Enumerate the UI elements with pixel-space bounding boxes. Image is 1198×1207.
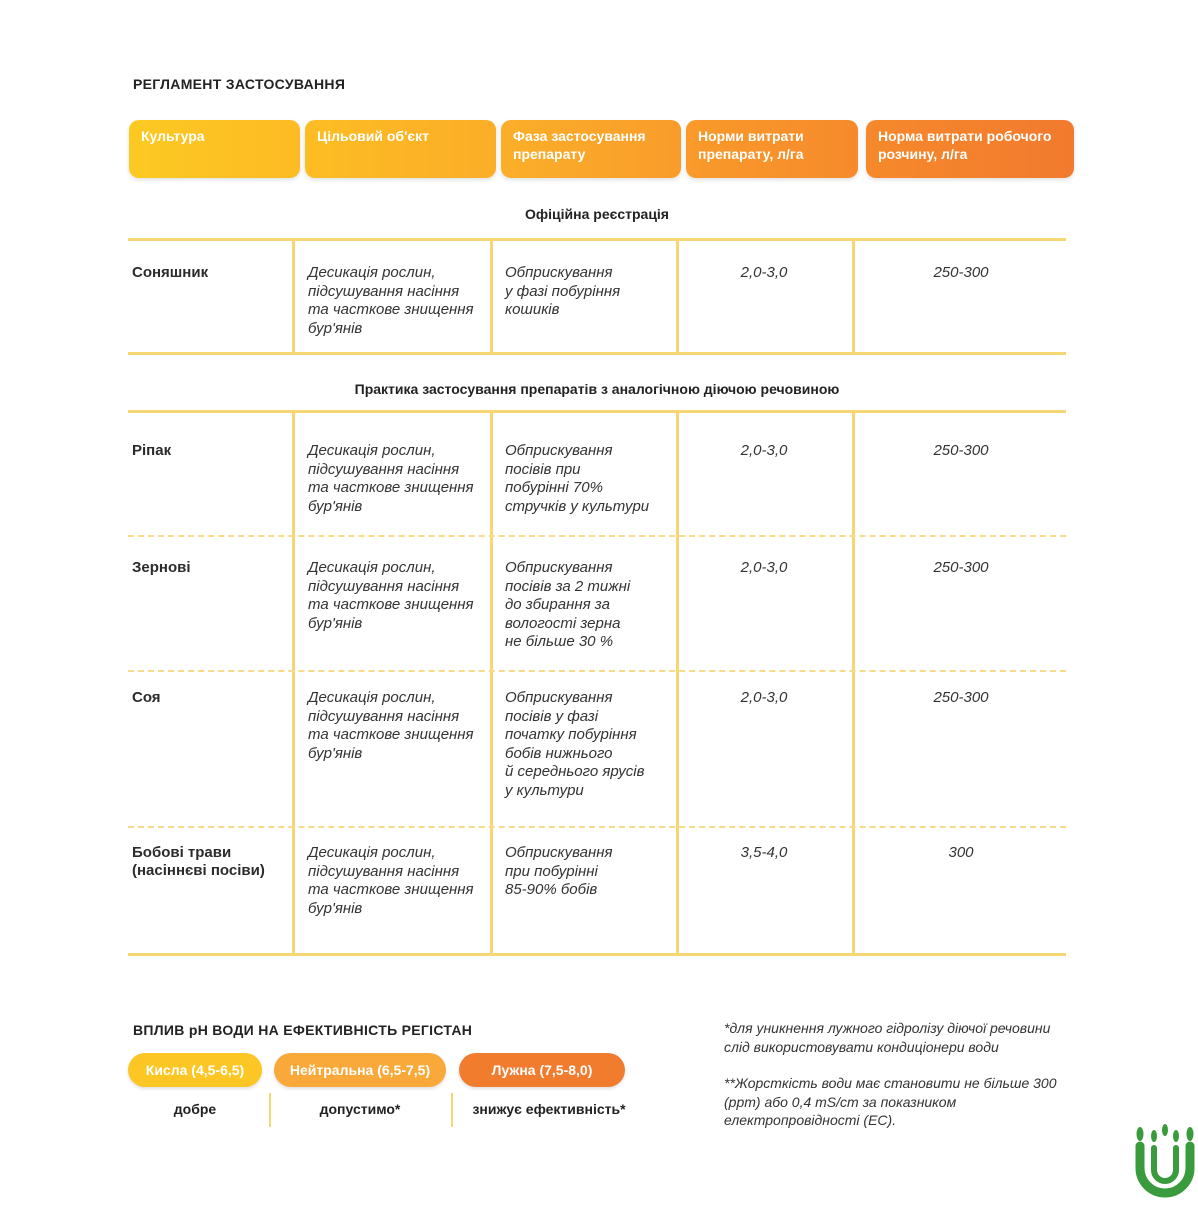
- row-target: Десикація рослин, підсушування насіння та часткове знищення бур'янів: [308, 264, 474, 337]
- row-phase: Обприскування посівів у фазі початку побуріння бобів нижнього й середнього ярусів у культури: [505, 689, 645, 799]
- ph-title: ВПЛИВ pH ВОДИ НА ЕФЕКТИВНІСТЬ РЕГІСТАН: [133, 1022, 473, 1038]
- note-hardness: **Жорсткість води має становити не більше 300 (ppm) або 0,4 mS/cm за показником електропровідності (EC).: [724, 1075, 1057, 1128]
- table-line: [128, 352, 1066, 355]
- ph-acid-effect: добре: [173, 1101, 217, 1117]
- row-target: Десикація рослин, підсушування насіння та часткове знищення бур'янів: [308, 442, 474, 515]
- row-solution: 250-300: [933, 559, 989, 576]
- row-solution: 250-300: [933, 442, 989, 459]
- header-culture: Культура: [129, 120, 300, 178]
- table-line: [128, 953, 1066, 956]
- row-solution: 250-300: [933, 264, 989, 281]
- table-dashed-line: [128, 535, 1066, 537]
- table-vline: [490, 238, 493, 354]
- group-official-title: Офіційна реєстрація: [525, 206, 669, 222]
- row-culture: Бобові трави (насіннєві посіви): [132, 844, 265, 879]
- note-hydrolysis: *для уникнення лужного гідролізу діючої речовини слід використовувати кондиціонери води: [724, 1020, 1051, 1055]
- row-target: Десикація рослин, підсушування насіння та часткове знищення бур'янів: [308, 559, 474, 632]
- table-vline: [676, 238, 679, 354]
- row-rate: 2,0-3,0: [740, 442, 788, 459]
- table-vline: [676, 410, 679, 955]
- header-rate: Норми витрати препарату, л/га: [686, 120, 858, 178]
- header-target: Цільовий об'єкт: [305, 120, 496, 178]
- table-vline: [292, 238, 295, 354]
- table-vline: [852, 238, 855, 354]
- header-phase: Фаза застосування препарату: [501, 120, 681, 178]
- row-phase: Обприскування у фазі побуріння кошиків: [505, 264, 621, 318]
- row-phase: Обприскування посівів при побурінні 70% стручків у культури: [505, 442, 650, 515]
- table-line: [128, 238, 1066, 241]
- regulation-title: РЕГЛАМЕНТ ЗАСТОСУВАННЯ: [133, 76, 346, 92]
- ph-divider: [451, 1093, 453, 1127]
- row-culture: Соя: [132, 689, 161, 706]
- row-culture: Соняшник: [132, 264, 209, 281]
- row-culture: Ріпак: [132, 442, 172, 459]
- wheat-logo-icon: [1132, 1122, 1198, 1202]
- ph-neutral-pill: Нейтральна (6,5-7,5): [274, 1053, 446, 1087]
- table-vline: [490, 410, 493, 955]
- row-rate: 2,0-3,0: [740, 559, 788, 576]
- table-line: [128, 410, 1066, 413]
- ph-neutral-effect: допустимо*: [319, 1101, 401, 1117]
- table-dashed-line: [128, 826, 1066, 828]
- table-dashed-line: [128, 670, 1066, 672]
- ph-alkaline-pill: Лужна (7,5-8,0): [459, 1053, 625, 1087]
- ph-divider: [269, 1093, 271, 1127]
- row-solution: 300: [948, 844, 974, 861]
- row-rate: 2,0-3,0: [740, 264, 788, 281]
- row-rate: 3,5-4,0: [740, 844, 788, 861]
- row-target: Десикація рослин, підсушування насіння та часткове знищення бур'янів: [308, 844, 474, 917]
- row-culture: Зернові: [132, 559, 191, 576]
- row-phase: Обприскування посівів за 2 тижні до збирання за вологості зерна не більше 30 %: [505, 559, 631, 650]
- row-target: Десикація рослин, підсушування насіння та часткове знищення бур'янів: [308, 689, 474, 762]
- row-rate: 2,0-3,0: [740, 689, 788, 706]
- group-practice-title: Практика застосування препаратів з аналогічною діючою речовиною: [354, 381, 840, 397]
- ph-alkaline-effect: знижує ефективність*: [472, 1101, 626, 1117]
- header-solution: Норма витрати робочого розчину, л/га: [866, 120, 1074, 178]
- row-solution: 250-300: [933, 689, 989, 706]
- table-vline: [852, 410, 855, 955]
- table-vline: [292, 410, 295, 955]
- row-phase: Обприскування при побурінні 85-90% бобів: [505, 844, 613, 898]
- ph-acid-pill: Кисла (4,5-6,5): [128, 1053, 262, 1087]
